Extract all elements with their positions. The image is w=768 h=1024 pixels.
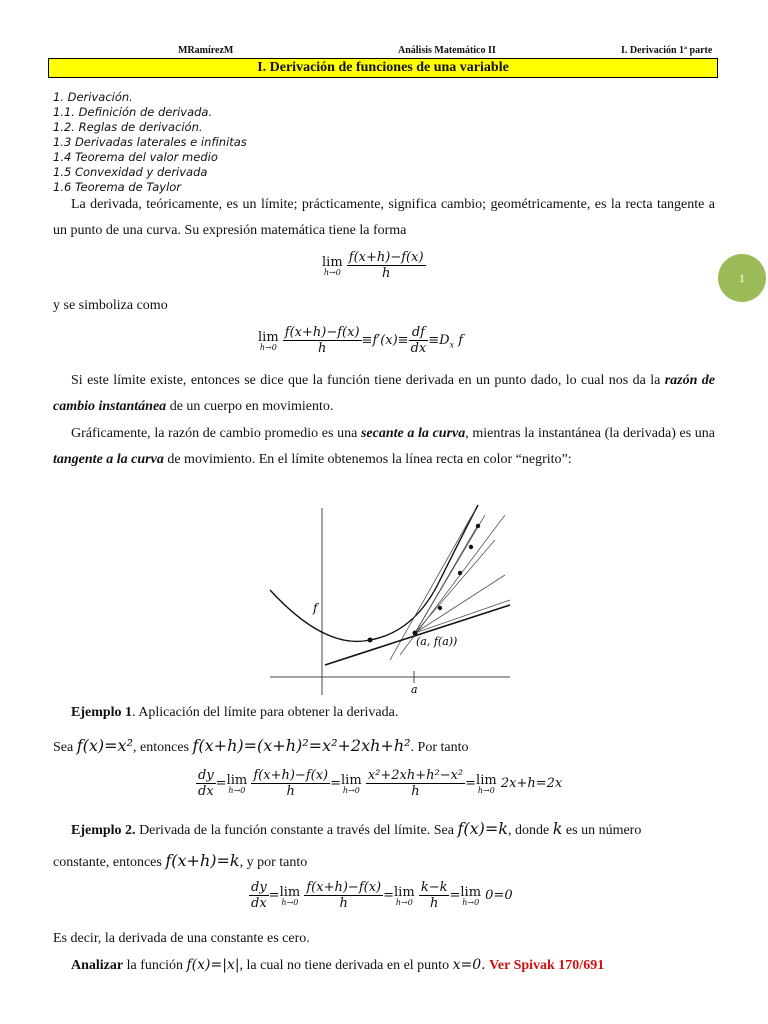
toc-item[interactable]: 1.3 Derivadas laterales e infinitas: [53, 135, 247, 149]
point-label: (a, f(a)): [416, 635, 458, 648]
intro-paragraph: La derivada, teóricamente, es un límite; prácticamente, significa cambio; geométricamente, es la recta tangente a un punto de una curva. Su expresión matemática tiene la forma: [53, 197, 715, 238]
toc-item[interactable]: 1.6 Teorema de Taylor: [53, 180, 182, 194]
header-author: MRamírezM: [178, 45, 234, 56]
analyze-abs-paragraph: Analizar la función f(x)=|x|, la cual no tiene derivada en el punto x=0. Ver Spivak 170/691: [71, 957, 605, 973]
toc-item[interactable]: 1.2. Reglas de derivación.: [53, 120, 203, 134]
a-label: a: [411, 683, 418, 696]
example-1-derivation-equation: $\frac{dy}{dx}$ =lim h→0 $\frac{f(x+h)-f(x)}{h}$ =lim h→0 $\frac{\text{x²+2xh+h²−x²}}{h}$ =lim h→0 2x+h=2x: [198, 768, 563, 799]
curve-f: [270, 505, 478, 641]
symbolized-text: y se simboliza como: [53, 298, 168, 313]
point-marker: [458, 571, 462, 575]
secant-line: [415, 575, 505, 633]
point-marker: [476, 524, 480, 528]
tangent-secant-figure: [265, 500, 515, 700]
limit-definition-equation: lim h→0 $\frac{f(x+h)-f(x)}{h}$: [322, 250, 424, 281]
spivak-reference-link[interactable]: Ver Spivak 170/691: [489, 958, 605, 973]
derivative-notation-equation: lim h→0 $\frac{f(x+h)-f(x)}{h}$ ≡f′(x)≡ $\frac{df}{dx}$ $\equiv D_x$ f: [258, 325, 464, 356]
example-2-derivation-equation: $\frac{dy}{dx}$ =lim h→0 $\frac{f(x+h)-f(x)}{h}$ =lim h→0 $\frac{k-k}{h}$ =lim h→0 0=0: [251, 880, 513, 911]
table-of-contents: [53, 90, 247, 195]
point-marker: [438, 606, 442, 610]
document-title: I. Derivación de funciones de una variable: [48, 58, 718, 78]
secant-line: [415, 515, 485, 633]
graphical-paragraph: Gráficamente, la razón de cambio promedio es una secante a la curva, mientras la instantánea (la derivada) es una tangente a la curva de movimiento. En el límite obtenemos la línea recta en color “negrito”:: [53, 426, 716, 467]
example-1-heading: Ejemplo 1. Aplicación del límite para obtener la derivada.: [71, 705, 399, 720]
point-marker: [469, 545, 473, 549]
page-number-badge: 1: [718, 254, 766, 302]
toc-item[interactable]: 1.1. Definición de derivada.: [53, 105, 213, 119]
toc-item[interactable]: 1. Derivación.: [53, 90, 133, 104]
toc-item[interactable]: 1.5 Convexidad y derivada: [53, 165, 208, 179]
constant-conclusion: Es decir, la derivada de una constante es cero.: [53, 931, 310, 946]
toc-item[interactable]: 1.4 Teorema del valor medio: [53, 150, 218, 164]
limit-exists-paragraph: Si este límite existe, entonces se dice que la función tiene derivada en un punto dado, lo cual nos da la razón de cambio instantánea de un cuerpo en movimiento.: [53, 373, 715, 414]
header-section: I. Derivación 1ª parte: [621, 45, 713, 56]
f-label: f: [313, 601, 318, 615]
header-course: Análisis Matemático II: [398, 45, 496, 56]
point-marker: [368, 638, 373, 643]
example-2-continuation: constante, entonces f(x+h)=k, y por tanto: [53, 851, 308, 870]
example-1-statement: Sea f(x)=x², entonces f(x+h)=(x+h)²=x²+2xh+h². Por tanto: [53, 736, 469, 755]
example-2-heading: Ejemplo 2. Derivada de la función constante a través del límite. Sea f(x)=k, donde k es un número: [71, 819, 642, 838]
